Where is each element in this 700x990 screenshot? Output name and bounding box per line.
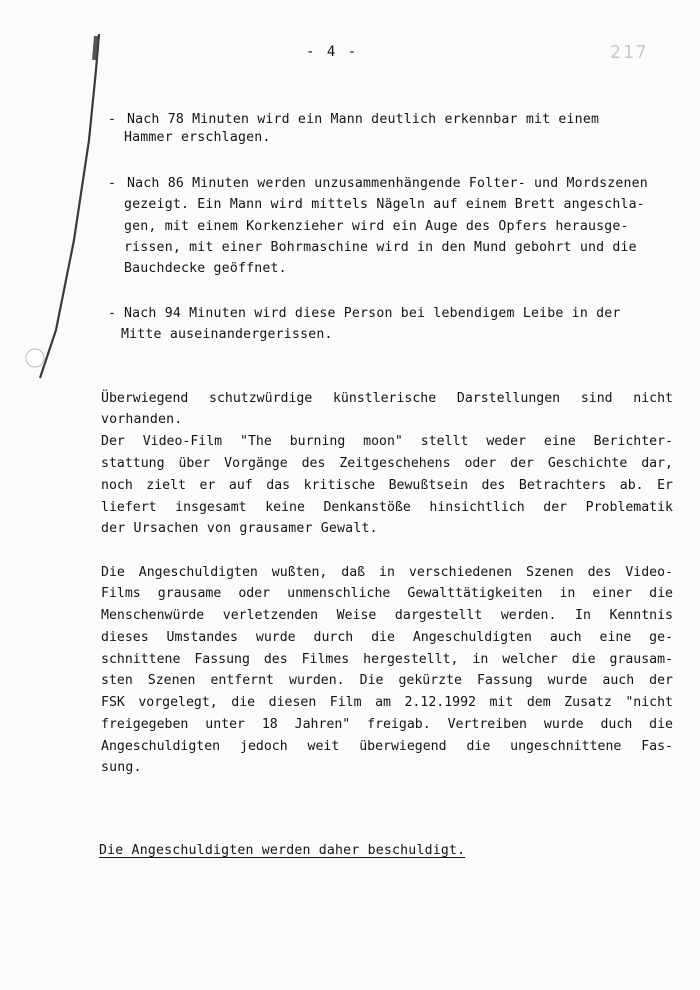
paragraph-line: noch zielt er auf das kritische Bewußtsein des Betrachters ab. Er: [101, 478, 673, 493]
paragraph-line: FSK vorgelegt, die diesen Film am 2.12.1992 mit dem Zusatz "nicht: [101, 695, 673, 710]
list-item-line: gen, mit einem Korkenzieher wird ein Auge des Opfers herausge-: [124, 219, 629, 234]
paragraph-line: Die Angeschuldigten wußten, daß in verschiedenen Szenen des Video-: [101, 565, 673, 580]
list-item-line: Mitte auseinandergerissen.: [121, 327, 333, 342]
page-stamp: 217: [610, 42, 649, 63]
paragraph-line: Films grausame oder unmenschliche Gewalttätigkeiten in einer die: [101, 586, 673, 601]
paragraph-line: liefert insgesamt keine Denkanstöße hinsichtlich der Problematik: [101, 500, 673, 515]
paragraph-line: freigegeben unter 18 Jahren" freigab. Vertreiben wurde duch die: [101, 717, 673, 732]
paragraph-line: der Ursachen von grausamer Gewalt.: [101, 521, 378, 536]
list-item-line: Hammer erschlagen.: [124, 130, 271, 145]
paragraph-line: schnittene Fassung des Filmes hergestellt, in welcher die grausam-: [101, 652, 673, 667]
paragraph-line: dieses Umstandes wurde durch die Angeschuldigten auch eine ge-: [101, 630, 673, 645]
list-item-line: rissen, mit einer Bohrmaschine wird in den Mund gebohrt und die: [124, 240, 637, 255]
bullet-dash: -: [108, 176, 116, 191]
paragraph-line: sten Szenen entfernt wurden. Die gekürzte Fassung wurde auch der: [101, 673, 673, 688]
list-item-line: Bauchdecke geöffnet.: [124, 261, 287, 276]
list-item-line: Nach 86 Minuten werden unzusammenhängende Folter- und Mordszenen: [127, 176, 648, 191]
pen-stroke-mark: [0, 0, 140, 420]
paragraph-line: Menschenwürde verletzenden Weise dargestellt werden. In Kenntnis: [101, 608, 673, 623]
closing-statement: Die Angeschuldigten werden daher beschuldigt.: [99, 843, 466, 858]
paragraph-line: stattung über Vorgänge des Zeitgeschehens oder der Geschichte dar,: [101, 456, 673, 471]
paragraph-line: Überwiegend schutzwürdige künstlerische Darstellungen sind nicht: [101, 391, 673, 406]
page-number: - 4 -: [306, 44, 359, 60]
bullet-dash: -: [108, 112, 116, 127]
list-item-line: gezeigt. Ein Mann wird mittels Nägeln auf einem Brett angeschla-: [124, 197, 645, 212]
list-item-line: Nach 94 Minuten wird diese Person bei lebendigem Leibe in der: [124, 306, 621, 321]
paragraph-line: sung.: [101, 760, 142, 775]
list-item-line: Nach 78 Minuten wird ein Mann deutlich erkennbar mit einem: [127, 112, 600, 127]
paragraph-line: vorhanden.: [101, 412, 183, 427]
bullet-dash: -: [108, 306, 116, 321]
paragraph-line: Angeschuldigten jedoch weit überwiegend die ungeschnittene Fas-: [101, 739, 673, 754]
paragraph-line: Der Video-Film "The burning moon" stellt weder eine Berichter-: [101, 434, 673, 449]
